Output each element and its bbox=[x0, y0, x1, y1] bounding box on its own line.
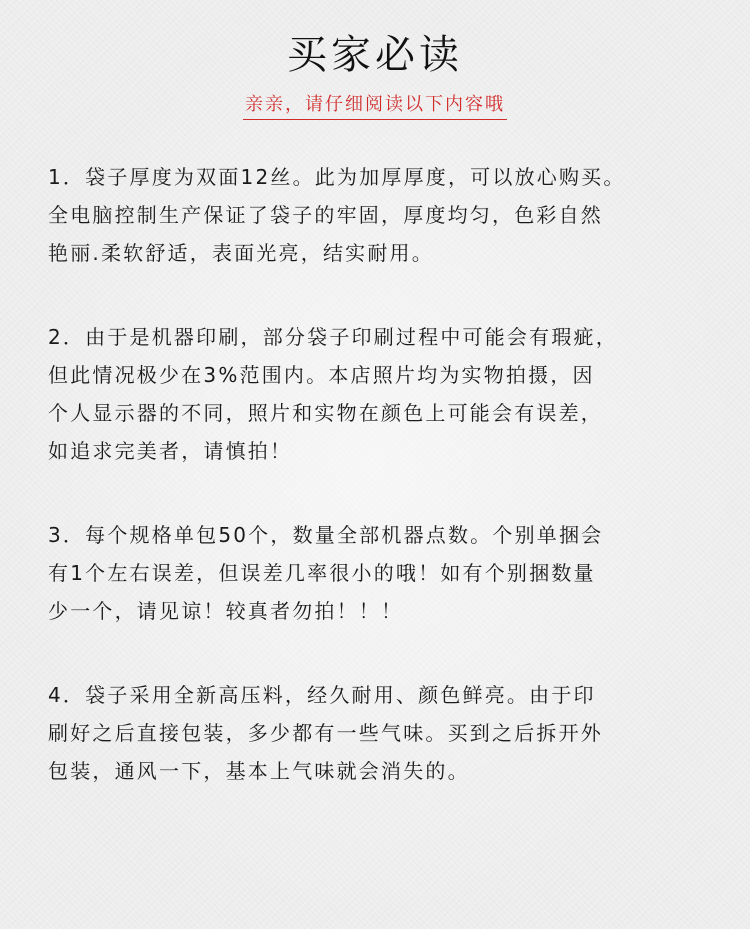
notice-line: 4．袋子采用全新高压料，经久耐用、颜色鲜亮。由于印 bbox=[48, 683, 596, 707]
subtitle-container bbox=[0, 92, 750, 120]
notice-line: 全电脑控制生产保证了袋子的牢固，厚度均匀，色彩自然 bbox=[48, 203, 603, 227]
notice-line: 刷好之后直接包装，多少都有一些气味。买到之后拆开外 bbox=[48, 721, 603, 745]
notice-line: 少一个，请见谅！较真者勿拍！！！ bbox=[48, 599, 404, 623]
notice-item-4 bbox=[48, 676, 718, 790]
notice-line: 1．袋子厚度为双面12丝。此为加厚厚度，可以放心购买。 bbox=[48, 165, 626, 189]
notice-item-1 bbox=[48, 158, 718, 272]
notice-line: 个人显示器的不同，照片和实物在颜色上可能会有误差， bbox=[48, 401, 603, 425]
notice-item-2 bbox=[48, 318, 718, 470]
notice-line: 但此情况极少在3%范围内。本店照片均为实物拍摄，因 bbox=[48, 363, 595, 387]
notice-line: 3．每个规格单包50个，数量全部机器点数。个别单捆会 bbox=[48, 523, 604, 547]
notice-line: 2．由于是机器印刷，部分袋子印刷过程中可能会有瑕疵， bbox=[48, 325, 618, 349]
page-title: 买家必读 bbox=[287, 32, 463, 78]
notice-line: 有1个左右误差，但误差几率很小的哦！如有个别捆数量 bbox=[48, 561, 596, 585]
notice-line: 包装，通风一下，基本上气味就会消失的。 bbox=[48, 759, 470, 783]
notice-line: 艳丽.柔软舒适，表面光亮，结实耐用。 bbox=[48, 241, 434, 265]
notice-line: 如追求完美者，请慎拍！ bbox=[48, 439, 293, 463]
page-subtitle: 亲亲，请仔细阅读以下内容哦 bbox=[243, 92, 507, 120]
notice-list bbox=[48, 158, 718, 836]
notice-item-3 bbox=[48, 516, 718, 630]
